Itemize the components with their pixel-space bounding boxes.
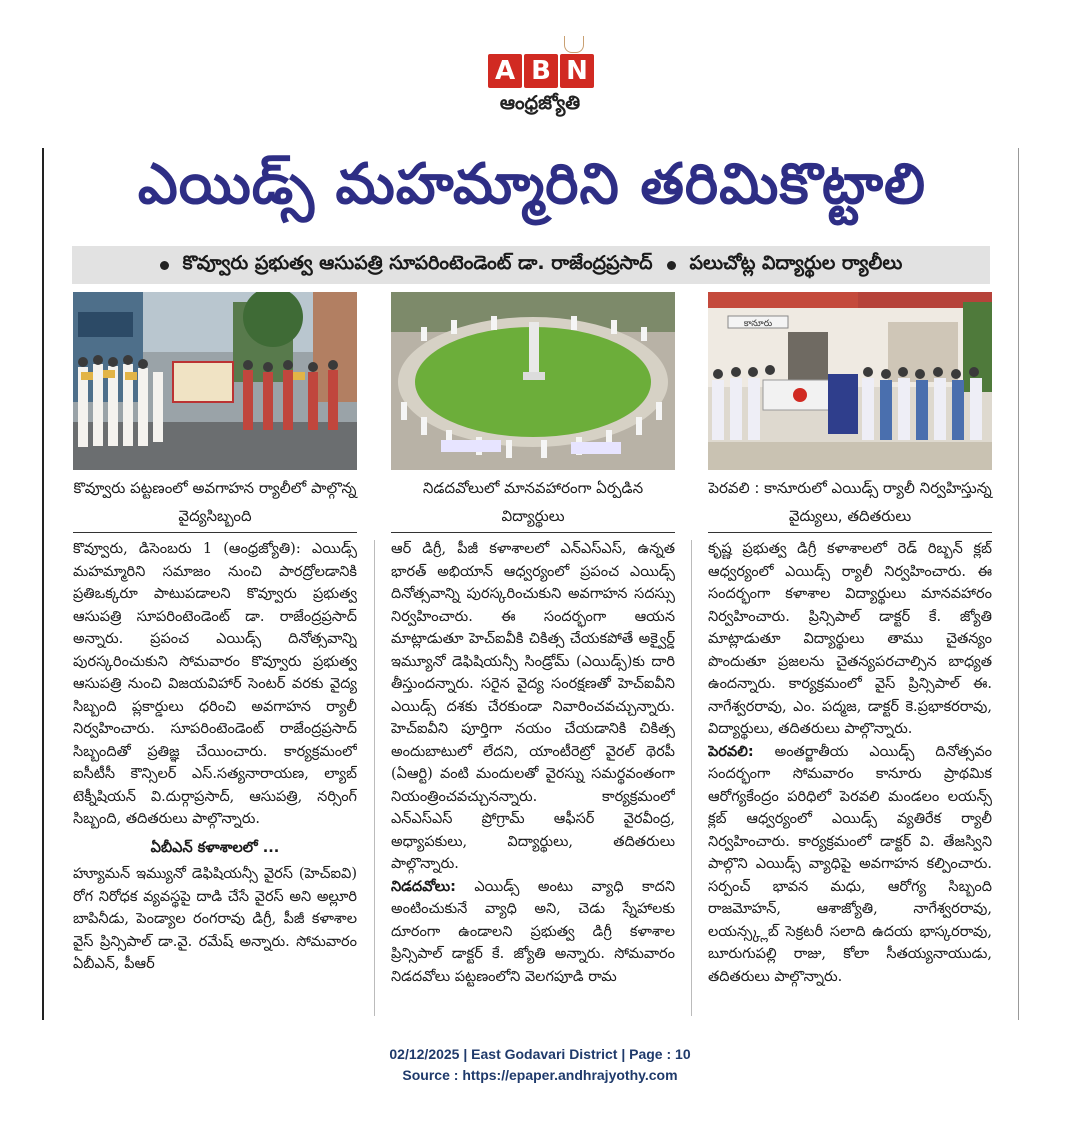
subhead-part1: కొవ్వూరు ప్రభుత్వ ఆసుపత్రి సూపరింటెండెంట్ డా. రాజేంద్రప్రసాద్: [182, 251, 653, 274]
article-column-1: [73, 538, 357, 1018]
photo3-sign-text: కానూరు: [743, 319, 773, 329]
article-paragraph: కృష్ణ ప్రభుత్వ డిగ్రీ కళాశాలలో రెడ్ రిబ్బన్ క్లబ్ ఆధ్వర్యంలో ఎయిడ్స్ ర్యాలీ నిర్వహించారు. ఈ సందర్భంగా కళాశాల విద్యార్థులు మానవహారం నిర్వహించారు. ప్రిన్సిపాల్ డాక్టర్ కే. జ్యోతి మాట్లాడుతూ విద్యార్థులు తాము చైతన్యం పొందుతూ ప్రజలను చైతన్యపరచాల్సిన బాధ్యత ఉందన్నారు. కార్యక్రమంలో వైస్ ప్రిన్సిపాల్ ఈ. నాగేశ్వరరావు, ఎం. పద్మజ, డాక్టర్ కె.ప్రభాకరరావు, విద్యార్థులు, తదితరులు పాల్గొన్నారు.: [708, 541, 992, 737]
caption-photo1: కొవ్వూరు పట్టణంలో అవగాహన ర్యాలీలో పాల్గొన్న వైద్యసిబ్బంది: [73, 474, 357, 533]
article-subheadline: [72, 246, 990, 284]
photo-kovvur-rally: [73, 292, 357, 470]
caption-photo3: పెరవలి : కానూరులో ఎయిడ్స్ ర్యాలీ నిర్వహిస్తున్న వైద్యులు, తదితరులు: [708, 474, 992, 533]
bullet-icon: [667, 261, 676, 270]
page-footer: [0, 1044, 1080, 1086]
article-paragraph: హ్యూమన్ ఇమ్యునో డెఫిషియన్సీ వైరస్ (హెచ్ఐవి) రోగ నిరోధక వ్యవస్థపై దాడి చేసే వైరస్ అని అల్లూరి బాపినీడు, పెండ్యాల రంగరావు డిగ్రీ, పీజీ కళాశాల వైస్ ప్రిన్సిపాల్ డా.వై. రమేష్ అన్నారు. సోమవారం ఏబీఎన్, పీఆర్: [73, 866, 357, 972]
subhead-part2: పలుచోట్ల విద్యార్థుల ర్యాలీలు: [689, 251, 903, 274]
article-text: ఎయిడ్స్ అంటు వ్యాధి కాదని అంటించుకునే వ్యాధి అని, చెడు స్నేహాలకు దూరంగా ఉండాలని ప్రభుత్వ డిగ్రీ కళాశాల ప్రిన్సిపాల్ డాక్టర్ కే. జ్యోతి అన్నారు. సోమవారం నిడదవోలు పట్టణంలోని వెలగపూడి రామ: [391, 878, 675, 985]
article-paragraph: [708, 741, 992, 989]
cup-icon: [564, 36, 584, 53]
dateline-nidadavolu: నిడదవోలు:: [391, 878, 456, 895]
photo-nidadavolu-human-chain: [391, 292, 675, 470]
clipping-border-right: [1018, 148, 1019, 1020]
clipping-border-left: [42, 148, 44, 1020]
logo-subtitle: ఆంధ్రజ్యోతి: [499, 92, 581, 114]
dateline-peravali: పెరవలి:: [708, 743, 754, 760]
article-paragraph: [391, 876, 675, 989]
footer-source: Source : https://epaper.andhrajyothy.com: [402, 1067, 678, 1083]
article-column-3: [708, 538, 992, 1018]
footer-edition-info: 02/12/2025 | East Godavari District | Page : 10: [389, 1046, 691, 1062]
bullet-icon: [160, 261, 169, 270]
logo-letter-a: A: [488, 54, 522, 88]
photo-kanuru-rally: [708, 292, 992, 470]
article-text: అంతర్జాతీయ ఎయిడ్స్ దినోత్సవం సందర్భంగా సోమవారం కానూరు ప్రాథమిక ఆరోగ్యకేంద్రం పరిధిలో పెరవలి మండలం లయన్స్ క్లబ్ ఆధ్వర్యంలో ఎయిడ్స్ వ్యతిరేక ర్యాలీ నిర్వహించారు. కార్యక్రమంలో డాక్టర్ వి. తేజస్విని పాల్గొని ఎయిడ్స్ వ్యాధిపై అవగాహన కల్పించారు. సర్పంచ్ భావన మధు, ఆరోగ్య సిబ్బంది రాజమోహన్, ఆశాజ్యోతి, నాగేశ్వరరావు, లయన్స్క్లబ్ సెక్రటరీ సలాది ఉదయ భాస్కరరావు, బూరుగుపల్లి రాజు, కోలా సీతయ్యనాయుడు, తదితరులు పాల్గొన్నారు.: [708, 743, 992, 985]
abn-logo: [480, 36, 600, 122]
caption-photo2: నిడదవోలులో మానవహారంగా ఏర్పడిన విద్యార్థులు: [391, 474, 675, 533]
article-paragraph: ఆర్ డిగ్రీ, పీజీ కళాశాలలో ఎన్ఎస్ఎస్, ఉన్నత భారత్ అభియాన్ ఆధ్వర్యంలో ప్రపంచ ఎయిడ్స్ దినోత్సవాన్ని పురస్కరించుకుని అవగాహన సదస్సు నిర్వహించారు. ఈ సందర్భంగా ఆయన మాట్లాడుతూ హెచ్ఐవీకి చికిత్స చేయకపోతే అక్వైర్డ్ ఇమ్యూనో డెఫిషియన్సీ సిండ్రోమ్ (ఎయిడ్స్)కు దారి తీస్తుందన్నారు. సరైన వైద్య సంరక్షణతో హెచ్ఐవీని ఎయిడ్స్ దశకు చేరకుండా నివారించవచ్చున్నారు. హెచ్ఐవీని పూర్తిగా నయం చేయడానికి చికిత్స అందుబాటులో లేదని, యాంటీరెట్రో వైరల్ థెరపీ (ఏఆర్టి) వంటి మందులతో వైరస్ను సమర్థవంతంగా నియంత్రించవచ్చునన్నారు. కార్యక్రమంలో ఎన్ఎస్ఎస్ ప్రోగ్రామ్ ఆఫీసర్ వైరవీంద్ర, అధ్యాపకులు, విద్యార్థులు, తదితరులు పాల్గొన్నారు.: [391, 541, 675, 872]
article-column-2: [391, 538, 675, 1018]
article-subheading: ఏబీఎన్ కళాశాలలో ...: [150, 839, 280, 856]
column-divider: [691, 540, 692, 1016]
article-headline: ఎయిడ్స్ మహమ్మారిని తరిమికొట్టాలి: [137, 152, 927, 217]
column-divider: [374, 540, 375, 1016]
logo-letter-b: B: [524, 54, 558, 88]
article-paragraph: కొవ్వూరు, డిసెంబరు 1 (ఆంధ్రజ్యోతి): ఎయిడ్స్ మహమ్మారిని సమాజం నుంచి పారద్రోలడానికి ప్రతిఒక్కరూ పాటుపడాలని కొవ్వూరు ప్రభుత్వ ఆసుపత్రి సూపరింటెండెంట్ డా. రాజేంద్రప్రసాద్ అన్నారు. ప్రపంచ ఎయిడ్స్ దినోత్సవాన్ని పురస్కరించుకుని సోమవారం కొవ్వూరు ప్రభుత్వ ఆసుపత్రి నుంచి విజయవిహార్ సెంటర్ వరకు వైద్య సిబ్బంది ప్లకార్డులు ధరించి అవగాహన ర్యాలీ నిర్వహించారు. సూపరింటెండెంట్ రాజేంద్రప్రసాద్ సిబ్బందితో ప్రతిజ్ఞ చేయించారు. కార్యక్రమంలో ఐసీటీసీ కౌన్సిలర్ ఎస్.సత్యనారాయణ, ల్యాబ్ టెక్నీషియన్ వి.దుర్గాప్రసాద్, ఆసుపత్రి, నర్సింగ్ సిబ్బంది, తదితరులు పాల్గొన్నారు.: [73, 541, 357, 827]
logo-letter-n: N: [560, 54, 594, 88]
